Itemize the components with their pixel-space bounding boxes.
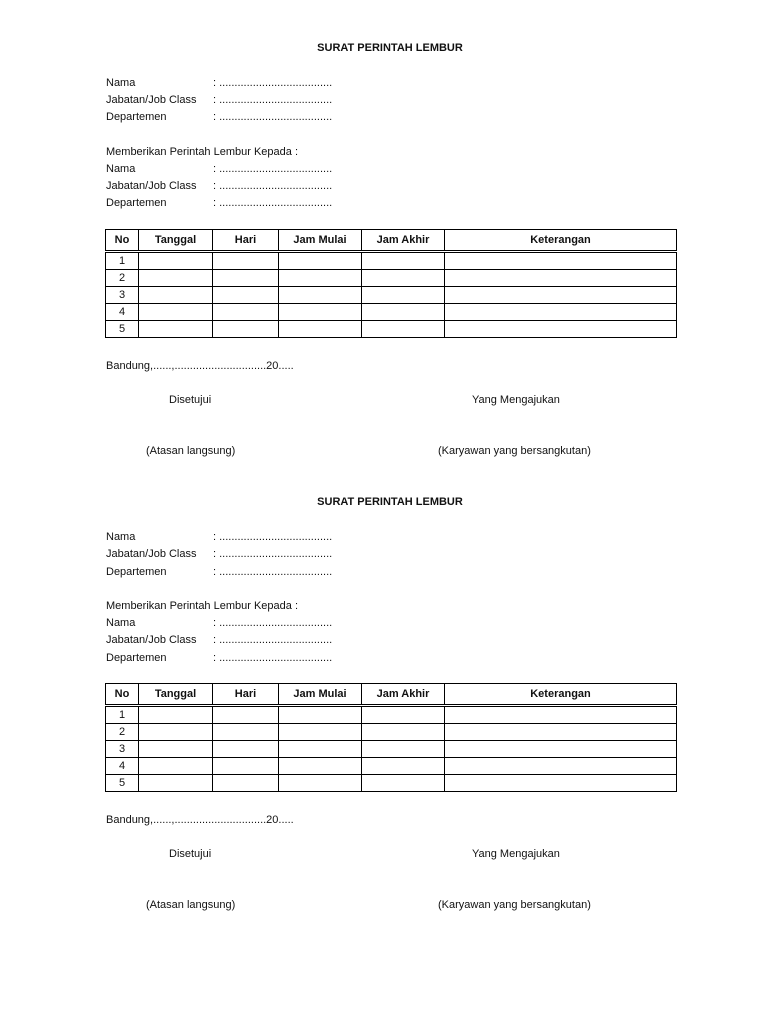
recipient-jabatan-field <box>106 632 332 648</box>
form-title: SURAT PERINTAH LEMBUR <box>317 42 463 54</box>
issuer-name-blank: : ..................................... <box>213 531 333 543</box>
recipient-departemen-label: Departemen <box>106 197 167 209</box>
table-row <box>106 270 677 287</box>
cell-jam-akhir <box>362 706 445 724</box>
col-header-jam-akhir: Jam Akhir <box>362 684 445 706</box>
recipient-name-label: Nama <box>106 163 136 175</box>
cell-tanggal <box>139 252 213 270</box>
cell-hari <box>213 724 279 741</box>
cell-hari <box>213 270 279 287</box>
cell-jam-akhir <box>362 724 445 741</box>
applicant-name: (Karyawan yang bersangkutan) <box>438 445 591 457</box>
recipient-name-field <box>106 161 332 177</box>
cell-tanggal <box>139 724 213 741</box>
cell-jam-akhir <box>362 287 445 304</box>
cell-tanggal <box>139 270 213 287</box>
cell-keterangan <box>445 741 677 758</box>
table-row <box>106 758 677 775</box>
cell-hari <box>213 252 279 270</box>
row-number: 4 <box>106 304 139 321</box>
row-number: 2 <box>106 724 139 741</box>
table-row <box>106 775 677 792</box>
col-header-tanggal: Tanggal <box>139 230 213 252</box>
cell-hari <box>213 287 279 304</box>
issuer-departemen-blank: : ..................................... <box>213 566 333 578</box>
cell-tanggal <box>139 321 213 338</box>
applicant-label: Yang Mengajukan <box>472 394 560 406</box>
cell-tanggal <box>139 741 213 758</box>
issuer-departemen-field <box>106 109 332 125</box>
cell-jam-akhir <box>362 270 445 287</box>
cell-hari <box>213 321 279 338</box>
approver-name: (Atasan langsung) <box>146 445 236 457</box>
approver-name: (Atasan langsung) <box>146 899 236 911</box>
row-number: 1 <box>106 252 139 270</box>
table-row <box>106 321 677 338</box>
cell-keterangan <box>445 724 677 741</box>
row-number: 5 <box>106 321 139 338</box>
cell-jam-mulai <box>279 706 362 724</box>
recipient-jabatan-label: Jabatan/Job Class <box>106 634 197 646</box>
cell-jam-mulai <box>279 321 362 338</box>
recipient-departemen-blank: : ..................................... <box>213 197 333 209</box>
form-title: SURAT PERINTAH LEMBUR <box>317 496 463 508</box>
cell-jam-mulai <box>279 741 362 758</box>
issuer-departemen-label: Departemen <box>106 111 167 123</box>
order-intro: Memberikan Perintah Lembur Kepada : <box>106 600 298 612</box>
cell-tanggal <box>139 287 213 304</box>
table-row <box>106 706 677 724</box>
cell-jam-mulai <box>279 287 362 304</box>
recipient-name-blank: : ..................................... <box>213 617 333 629</box>
issuer-departemen-field <box>106 564 332 580</box>
overtime-form-2 <box>0 454 768 914</box>
recipient-name-field <box>106 615 332 631</box>
applicant-label: Yang Mengajukan <box>472 848 560 860</box>
table-header-row <box>106 684 677 706</box>
issuer-jabatan-field <box>106 546 332 562</box>
cell-jam-akhir <box>362 741 445 758</box>
cell-jam-mulai <box>279 775 362 792</box>
issuer-jabatan-field <box>106 92 332 108</box>
col-header-no: No <box>106 230 139 252</box>
issuer-name-label: Nama <box>106 77 136 89</box>
col-header-no: No <box>106 684 139 706</box>
table-row <box>106 741 677 758</box>
issuer-jabatan-label: Jabatan/Job Class <box>106 94 197 106</box>
col-header-hari: Hari <box>213 684 279 706</box>
cell-tanggal <box>139 775 213 792</box>
table-header-row <box>106 230 677 252</box>
cell-jam-mulai <box>279 252 362 270</box>
issuer-jabatan-label: Jabatan/Job Class <box>106 548 197 560</box>
recipient-name-blank: : ..................................... <box>213 163 333 175</box>
issuer-name-label: Nama <box>106 531 136 543</box>
cell-hari <box>213 775 279 792</box>
cell-tanggal <box>139 304 213 321</box>
recipient-jabatan-blank: : ..................................... <box>213 180 333 192</box>
col-header-jam-akhir: Jam Akhir <box>362 230 445 252</box>
place-date: Bandung,......,..............................20..... <box>106 360 294 372</box>
overtime-table <box>105 683 677 792</box>
cell-jam-mulai <box>279 270 362 287</box>
issuer-name-field <box>106 75 332 91</box>
overtime-form-1 <box>0 0 768 460</box>
cell-hari <box>213 304 279 321</box>
recipient-departemen-blank: : ..................................... <box>213 652 333 664</box>
col-header-tanggal: Tanggal <box>139 684 213 706</box>
cell-keterangan <box>445 304 677 321</box>
cell-jam-akhir <box>362 775 445 792</box>
cell-hari <box>213 758 279 775</box>
cell-tanggal <box>139 758 213 775</box>
cell-keterangan <box>445 270 677 287</box>
col-header-jam-mulai: Jam Mulai <box>279 684 362 706</box>
cell-keterangan <box>445 758 677 775</box>
table-row <box>106 252 677 270</box>
row-number: 3 <box>106 741 139 758</box>
recipient-jabatan-label: Jabatan/Job Class <box>106 180 197 192</box>
cell-keterangan <box>445 321 677 338</box>
cell-tanggal <box>139 706 213 724</box>
approved-label: Disetujui <box>169 394 212 406</box>
issuer-name-blank: : ..................................... <box>213 77 333 89</box>
recipient-departemen-field <box>106 650 332 666</box>
recipient-departemen-field <box>106 195 332 211</box>
row-number: 3 <box>106 287 139 304</box>
row-number: 1 <box>106 706 139 724</box>
cell-jam-akhir <box>362 252 445 270</box>
col-header-hari: Hari <box>213 230 279 252</box>
col-header-keterangan: Keterangan <box>445 230 677 252</box>
cell-jam-mulai <box>279 724 362 741</box>
issuer-jabatan-blank: : ..................................... <box>213 94 333 106</box>
cell-jam-mulai <box>279 758 362 775</box>
row-number: 4 <box>106 758 139 775</box>
table-row <box>106 287 677 304</box>
cell-hari <box>213 706 279 724</box>
table-row <box>106 724 677 741</box>
issuer-departemen-label: Departemen <box>106 566 167 578</box>
cell-jam-akhir <box>362 321 445 338</box>
table-row <box>106 304 677 321</box>
recipient-departemen-label: Departemen <box>106 652 167 664</box>
applicant-name: (Karyawan yang bersangkutan) <box>438 899 591 911</box>
place-date: Bandung,......,..............................20..... <box>106 814 294 826</box>
cell-jam-mulai <box>279 304 362 321</box>
recipient-name-label: Nama <box>106 617 136 629</box>
row-number: 5 <box>106 775 139 792</box>
col-header-keterangan: Keterangan <box>445 684 677 706</box>
order-intro: Memberikan Perintah Lembur Kepada : <box>106 146 298 158</box>
cell-jam-akhir <box>362 758 445 775</box>
issuer-name-field <box>106 529 332 545</box>
cell-keterangan <box>445 775 677 792</box>
issuer-jabatan-blank: : ..................................... <box>213 548 333 560</box>
recipient-jabatan-blank: : ..................................... <box>213 634 333 646</box>
cell-jam-akhir <box>362 304 445 321</box>
row-number: 2 <box>106 270 139 287</box>
cell-keterangan <box>445 252 677 270</box>
col-header-jam-mulai: Jam Mulai <box>279 230 362 252</box>
issuer-departemen-blank: : ..................................... <box>213 111 333 123</box>
overtime-table <box>105 229 677 338</box>
recipient-jabatan-field <box>106 178 332 194</box>
cell-hari <box>213 741 279 758</box>
cell-keterangan <box>445 706 677 724</box>
cell-keterangan <box>445 287 677 304</box>
approved-label: Disetujui <box>169 848 212 860</box>
